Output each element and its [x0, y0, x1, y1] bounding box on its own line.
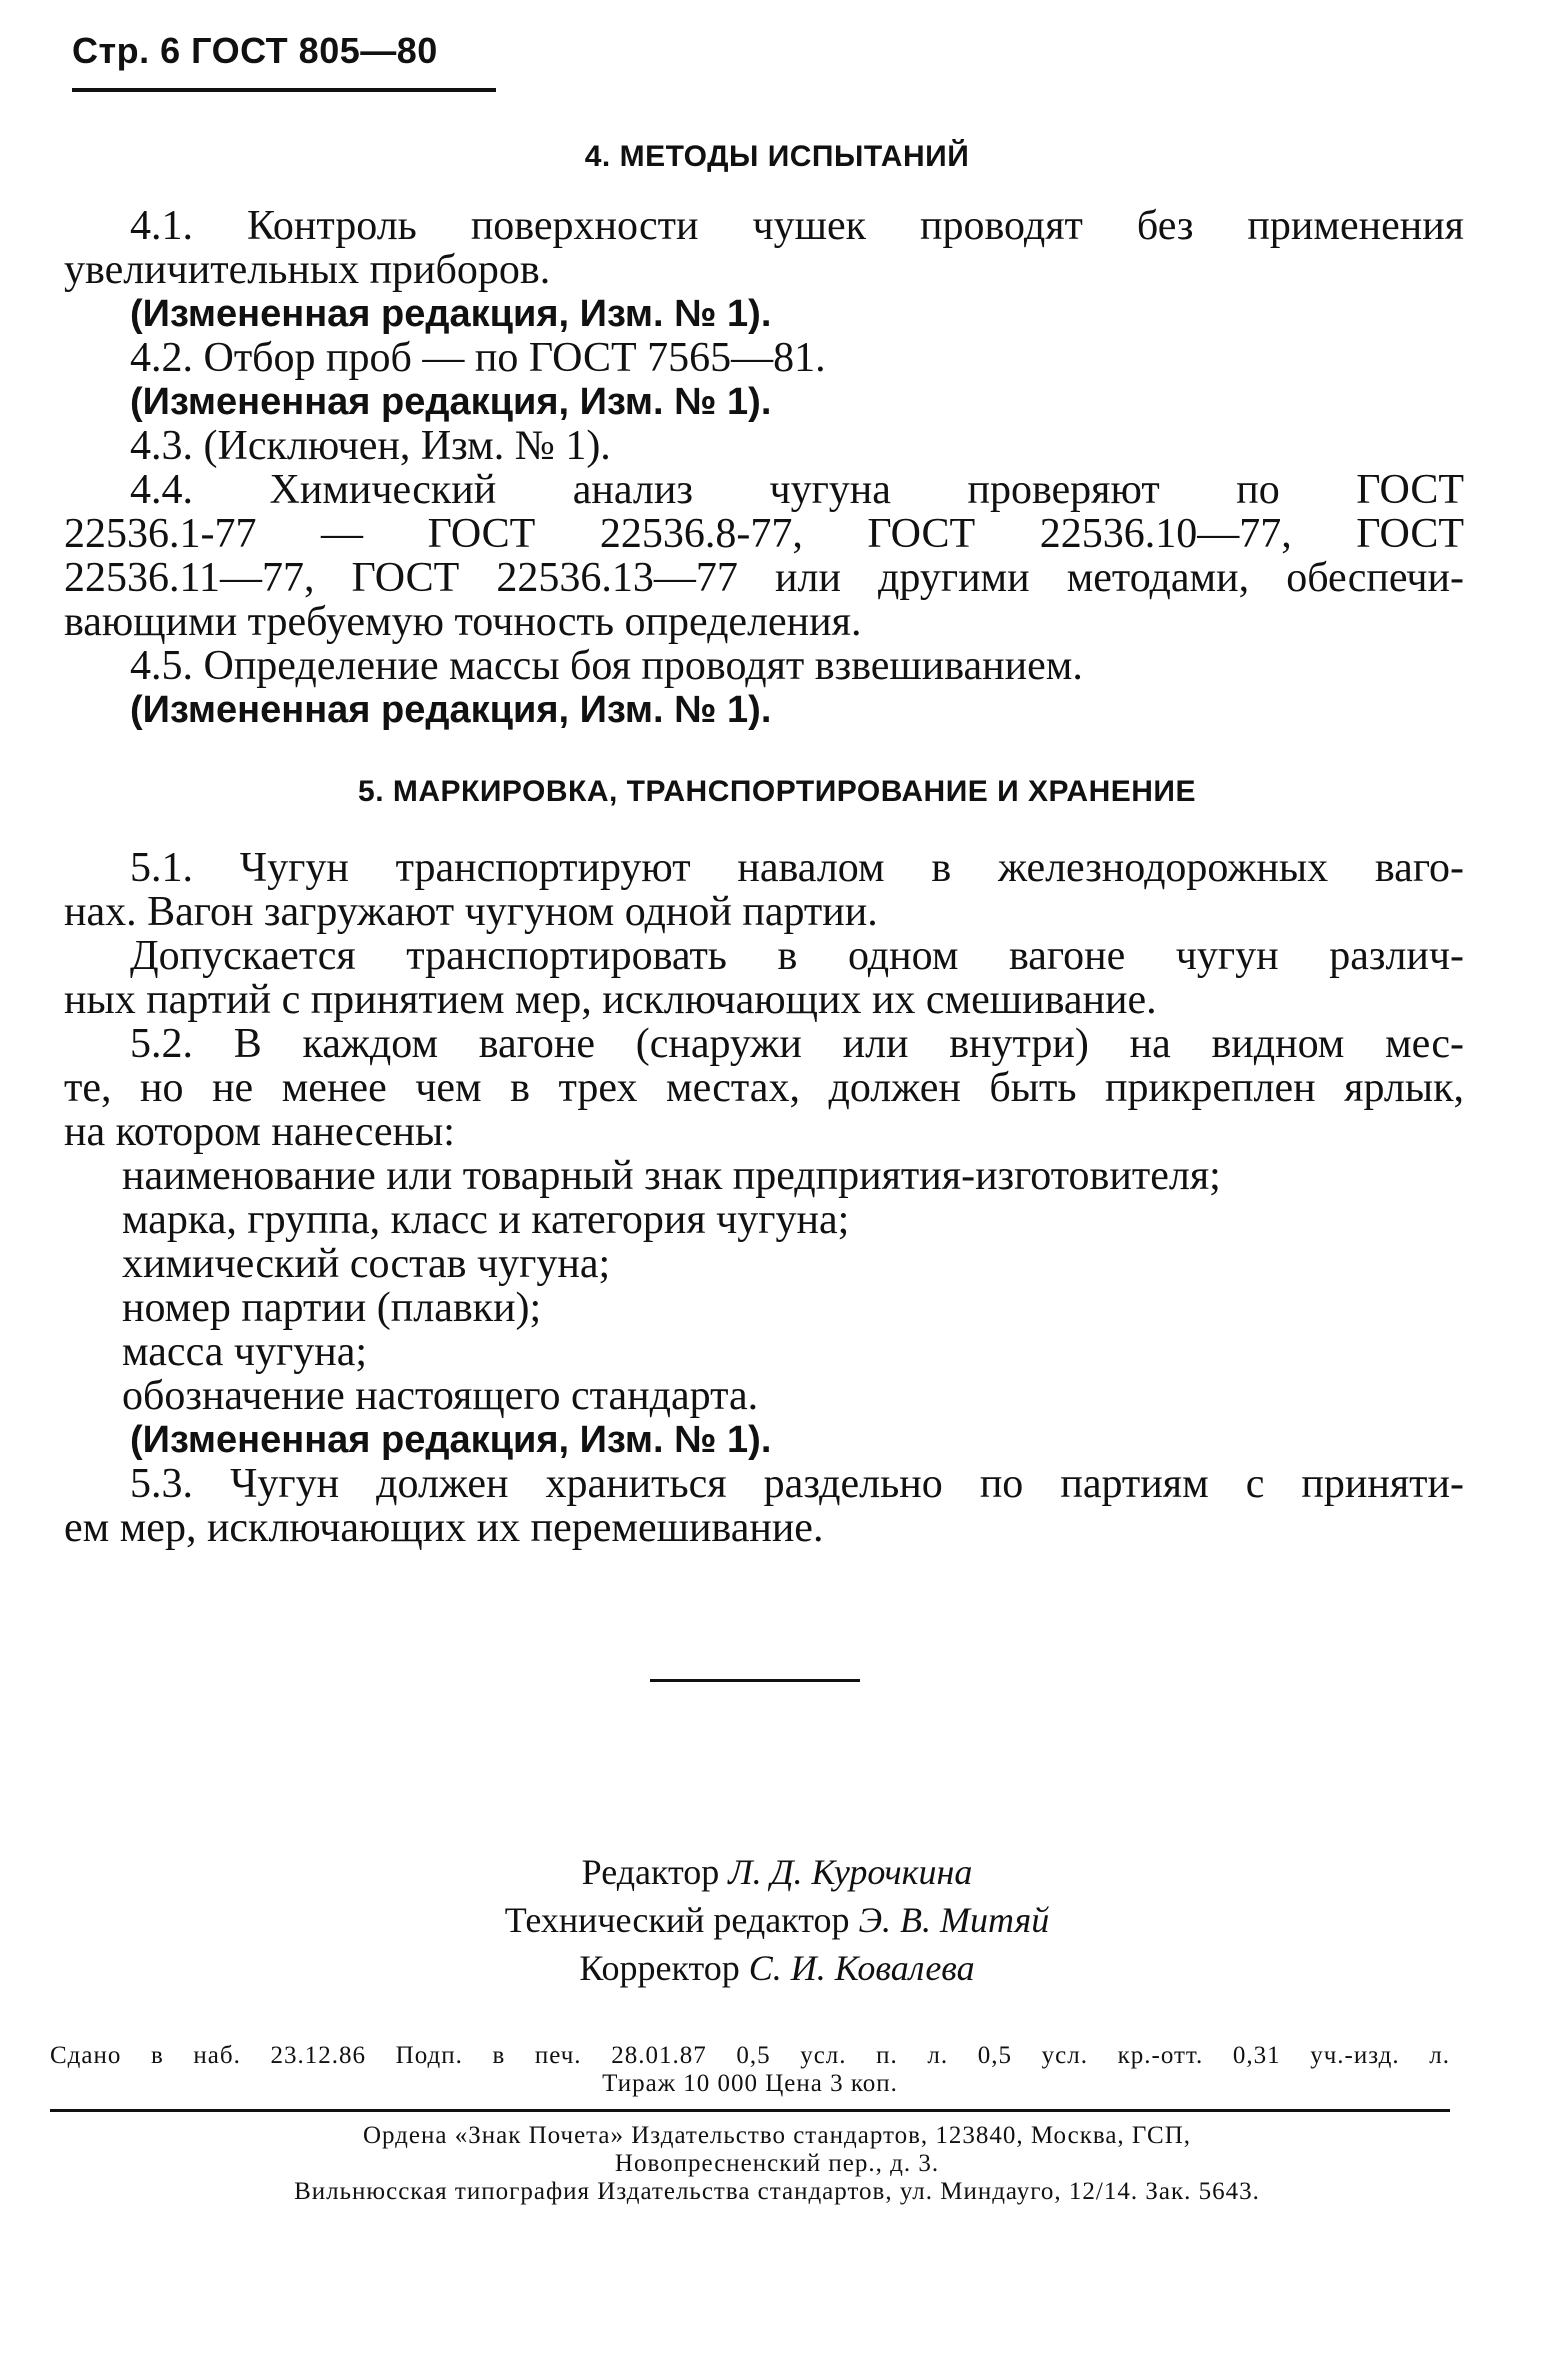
clause-5-2-line3: на котором нанесены: [64, 1109, 455, 1155]
clause-4-4-line2: 22536.1-77 — ГОСТ 22536.8-77, ГОСТ 22536.10—77, ГОСТ [64, 511, 1464, 557]
clause-4-1-line2: увеличительных приборов. [64, 247, 551, 293]
running-head: Стр. 6 ГОСТ 805—80 [72, 30, 438, 71]
list-item: марка, группа, класс и категория чугуна; [122, 1197, 850, 1243]
editor-name: Л. Д. Курочкина [728, 1852, 973, 1892]
editor-credit [0, 1848, 1554, 1896]
end-of-text-rule [650, 1679, 860, 1682]
clause-4-3: 4.3. (Исключен, Изм. № 1). [130, 423, 611, 469]
header-rule [72, 88, 496, 92]
clause-5-2-line1: 5.2. В каждом вагоне (снаружи или внутри) на видном мес- [130, 1021, 1464, 1067]
clause-4-4-line4: вающими требуемую точность определения. [64, 599, 862, 645]
print-details: Сдано в наб. 23.12.86 Подп. в печ. 28.01.87 0,5 усл. п. л. 0,5 усл. кр.-отт. 0,31 уч.-изд. л. [50, 2042, 1450, 2069]
list-item: наименование или товарный знак предприятия-изготовителя; [122, 1153, 1221, 1199]
amendment-note: (Измененная редакция, Изм. № 1). [130, 381, 772, 423]
section-4-body [64, 204, 1464, 732]
corrector-label: Корректор [579, 1948, 740, 1988]
list-item: масса чугуна; [122, 1329, 368, 1375]
print-run-price: Тираж 10 000 Цена 3 коп. [602, 2070, 898, 2097]
tech-editor-name: Э. В. Митяй [858, 1900, 1050, 1940]
corrector-name: С. И. Ковалева [748, 1948, 975, 1988]
section-5-body [64, 846, 1464, 1550]
clause-5-3-line2: ем мер, исключающих их перемешивание. [64, 1505, 824, 1551]
publisher-line: Ордена «Знак Почета» Издательство стандартов, 123840, Москва, ГСП, [362, 2122, 1192, 2149]
tech-editor-credit [0, 1896, 1554, 1944]
printer-line: Вильнюсская типография Издательства стандартов, ул. Миндауго, 12/14. Зак. 5643. [294, 2178, 1260, 2205]
section-4-heading: 4. МЕТОДЫ ИСПЫТАНИЙ [584, 140, 970, 173]
clause-5-1b-line1: Допускается транспортировать в одном вагоне чугун различ- [130, 933, 1464, 979]
publisher-address: Новопресненский пер., д. 3. [614, 2150, 940, 2177]
clause-4-2: 4.2. Отбор проб — по ГОСТ 7565—81. [130, 335, 826, 381]
list-item: обозначение настоящего стандарта. [122, 1373, 759, 1419]
clause-5-3-line1: 5.3. Чугун должен храниться раздельно по партиям с приняти- [130, 1461, 1464, 1507]
clause-4-1-line1: 4.1. Контроль поверхности чушек проводят без применения [130, 203, 1464, 249]
clause-5-1-line2: нах. Вагон загружают чугуном одной партии. [64, 889, 878, 935]
clause-4-4-line1: 4.4. Химический анализ чугуна проверяют по ГОСТ [130, 467, 1464, 513]
clause-4-5: 4.5. Определение массы боя проводят взвешиванием. [130, 643, 1083, 689]
amendment-note: (Измененная редакция, Изм. № 1). [130, 293, 772, 335]
tech-editor-label: Технический редактор [504, 1900, 850, 1940]
amendment-note: (Измененная редакция, Изм. № 1). [130, 689, 772, 731]
clause-5-1b-line2: ных партий с принятием мер, исключающих их смешивание. [64, 977, 1157, 1023]
list-item: химический состав чугуна; [122, 1241, 611, 1287]
amendment-note: (Измененная редакция, Изм. № 1). [130, 1419, 772, 1461]
editor-label: Редактор [581, 1852, 720, 1892]
imprint-rule [50, 2109, 1450, 2112]
clause-4-4-line3: 22536.11—77, ГОСТ 22536.13—77 или другими методами, обеспечи- [64, 555, 1464, 601]
clause-5-1-line1: 5.1. Чугун транспортируют навалом в железнодорожных ваго- [130, 845, 1464, 891]
section-5-heading: 5. МАРКИРОВКА, ТРАНСПОРТИРОВАНИЕ И ХРАНЕНИЕ [358, 775, 1196, 808]
credits-block [0, 1848, 1554, 1992]
clause-5-2-line2: те, но не менее чем в трех местах, должен быть прикреплен ярлык, [64, 1065, 1464, 1111]
list-item: номер партии (плавки); [122, 1285, 542, 1331]
corrector-credit [0, 1944, 1554, 1992]
